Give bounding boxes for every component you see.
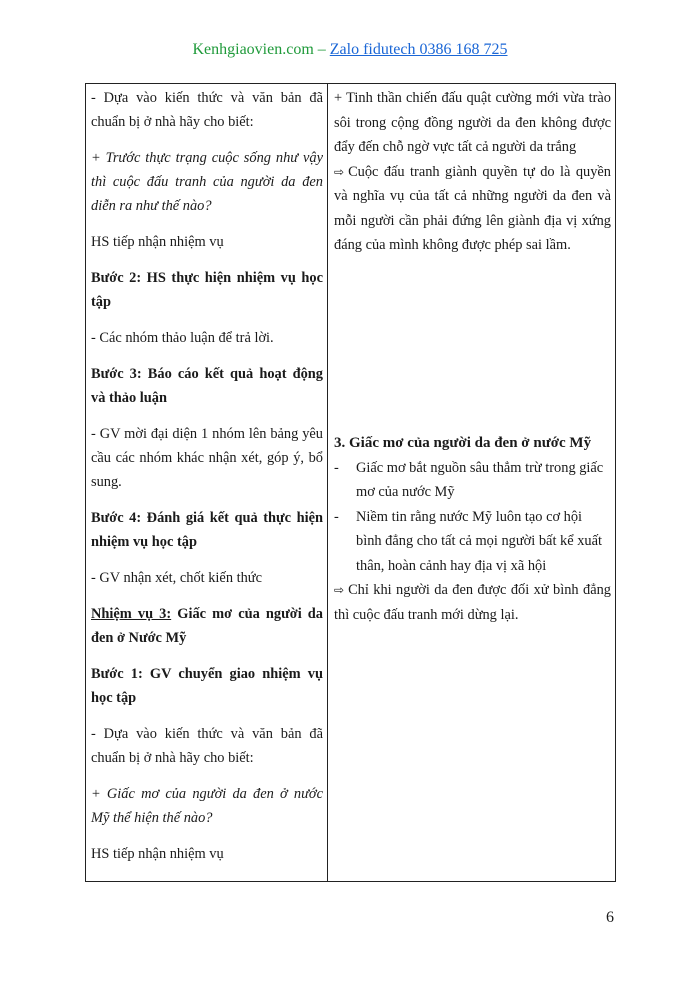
- task-3-label: Nhiệm vụ 3:: [91, 606, 172, 622]
- site-name: Kenhgiaovien.com: [192, 41, 314, 58]
- section-3: [334, 431, 611, 627]
- step-3-text: - GV mời đại diện 1 nhóm lên bảng yêu cầu các nhóm khác nhận xét, góp ý, bổ sung.: [91, 426, 323, 490]
- list-item-text: Giấc mơ bắt nguồn sâu thẳm trừ trong giấc mơ của nước Mỹ: [356, 459, 604, 500]
- list-item: [334, 505, 611, 579]
- page-number: 6: [606, 909, 614, 926]
- list-item-text: Niềm tin rằng nước Mỹ luôn tạo cơ hội bình đẳng cho tất cả mọi người bất kể xuất thân, hoàn cảnh hay địa vị xã hội: [356, 508, 602, 574]
- header-separator: –: [313, 41, 330, 58]
- instruction-text-2: - Dựa vào kiến thức và văn bản đã chuẩn bị ở nhà hãy cho biết:: [91, 726, 323, 766]
- content-column: [334, 86, 611, 258]
- list-item: [334, 456, 611, 505]
- task-3-title: Giấc mơ của người da đen ở Nước Mỹ: [91, 606, 323, 646]
- dash-marker: -: [334, 508, 339, 525]
- step-2-text: - Các nhóm thảo luận để trả lời.: [91, 330, 274, 346]
- arrow-icon: ⇨: [334, 164, 345, 179]
- step-3-heading: Bước 3: Báo cáo kết quả hoạt động và thảo luận: [91, 366, 323, 406]
- page-header: [0, 41, 700, 59]
- arrow-icon: ⇨: [334, 583, 345, 597]
- lesson-table: [85, 83, 616, 882]
- task-3-heading: [91, 602, 323, 650]
- receive-task-text: HS tiếp nhận nhiệm vụ: [91, 234, 224, 250]
- receive-task-text-2: HS tiếp nhận nhiệm vụ: [91, 846, 224, 862]
- activity-column: [91, 86, 323, 878]
- section-3-conclusion: [334, 578, 611, 627]
- instruction-text: - Dựa vào kiến thức và văn bản đã chuẩn bị ở nhà hãy cho biết:: [91, 90, 323, 130]
- question-text: + Trước thực trạng cuộc sống như vậy thì cuộc đấu tranh của người da đen diễn ra như thế nào?: [91, 150, 323, 214]
- step-4-heading: Bước 4: Đánh giá kết quả thực hiện nhiệm vụ học tập: [91, 510, 323, 550]
- struggle-spirit-text: + Tinh thần chiến đấu quật cường mới vừa trào sôi trong cộng đồng người da đen không được đẩy đến chỗ ngờ vực tất cả người da trắng: [334, 90, 611, 155]
- struggle-conclusion-text: Cuộc đấu tranh giành quyền tự do là quyền và nghĩa vụ của tất cả những người da đen và mỗi người cần phải đứng lên giành địa vị xứng đáng của mình không được phép sai lầm.: [334, 163, 611, 253]
- step-2-heading: Bước 2: HS thực hiện nhiệm vụ học tập: [91, 270, 323, 310]
- step-4-text: - GV nhận xét, chốt kiến thức: [91, 570, 262, 586]
- question-text-2: + Giấc mơ của người da đen ở nước Mỹ thể hiện thế nào?: [91, 786, 323, 826]
- column-divider: [327, 84, 328, 881]
- dash-marker: -: [334, 459, 339, 476]
- struggle-conclusion: [334, 160, 611, 258]
- step-1-heading: Bước 1: GV chuyển giao nhiệm vụ học tập: [91, 666, 323, 706]
- contact-link[interactable]: Zalo fidutech 0386 168 725: [329, 41, 508, 58]
- section-3-conclusion-text: Chỉ khi người da đen được đối xử bình đẳng thì cuộc đấu tranh mới dừng lại.: [334, 582, 611, 623]
- section-3-title: 3. Giấc mơ của người da đen ở nước Mỹ: [334, 435, 592, 451]
